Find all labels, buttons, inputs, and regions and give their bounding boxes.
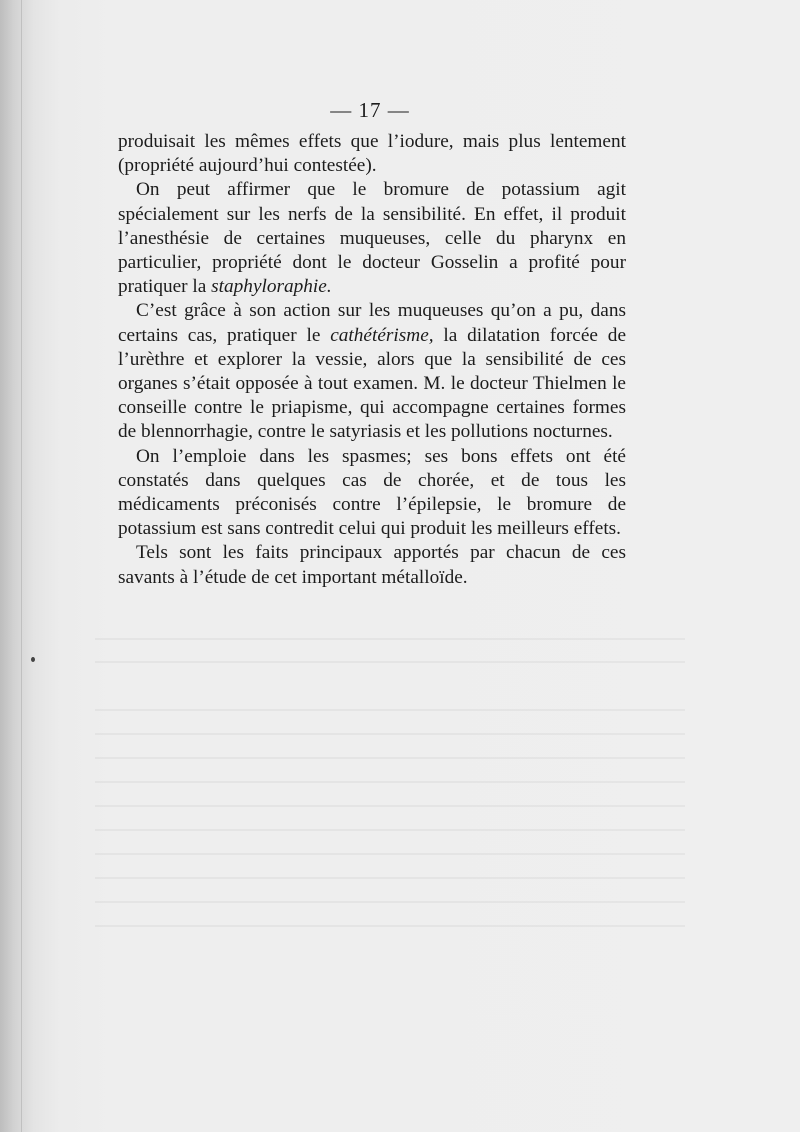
- bleed-through-line: [95, 709, 685, 711]
- bleed-through-line: [95, 781, 685, 783]
- bleed-through-line: [95, 901, 685, 903]
- bleed-through-line: [95, 829, 685, 831]
- paragraph-text: la dilatation forcée de l’urèthre et explorer la vessie, alors que la sensibilité de ces organes s’était opposée à tout examen. M. le docteur Thielmen le conseille contre le priapisme, qui accompagne certaines formes de blennorrhagie, contre le satyriasis et les pollutions nocturnes.: [118, 324, 626, 443]
- paragraph: [118, 541, 626, 589]
- page-number: — 17 —: [330, 98, 410, 122]
- paragraph: [118, 299, 626, 444]
- bleed-through-line: [95, 853, 685, 855]
- bleed-through-line: [95, 805, 685, 807]
- paragraph-text: produisait les mêmes effets que l’iodure, mais plus lentement (propriété aujourd’hui contestée).: [118, 131, 626, 177]
- italic-term: cathétérisme,: [330, 324, 434, 346]
- paragraph-text: On peut affirmer que le bromure de potassium agit spécialement sur les nerfs de la sensibilité. En effet, il produit l’anesthésie de certaines muqueuses, celle du pharynx en particulier, propriété dont le docteur Gosselin a profité pour pratiquer la: [118, 179, 626, 298]
- bleed-through-line: [95, 877, 685, 879]
- paragraph: [118, 445, 626, 542]
- bleed-through-line: [95, 661, 685, 663]
- paragraph-text: C’est grâce à son action sur les muqueuses qu’on a pu, dans certains cas, pratiquer le: [118, 300, 626, 346]
- bleed-through-line: [95, 925, 685, 927]
- bleed-through-line: [95, 733, 685, 735]
- italic-term: staphyloraphie.: [211, 276, 332, 298]
- body-text: [118, 130, 626, 590]
- bleed-through-line: [95, 757, 685, 759]
- paragraph-text: On l’emploie dans les spasmes; ses bons effets ont été constatés dans quelques cas de chorée, et de tous les médicaments préconisés contre l’épilepsie, le bromure de potassium est sans contredit celui qui produit les meilleurs effets.: [118, 445, 626, 540]
- paragraph: [118, 178, 626, 299]
- paragraph: [118, 130, 626, 178]
- ink-speck: [31, 657, 35, 662]
- paragraph-text: Tels sont les faits principaux apportés par chacun de ces savants à l’étude de cet important métalloïde.: [118, 542, 626, 588]
- bleed-through-line: [95, 638, 685, 640]
- binding-gutter-line: [21, 0, 22, 1132]
